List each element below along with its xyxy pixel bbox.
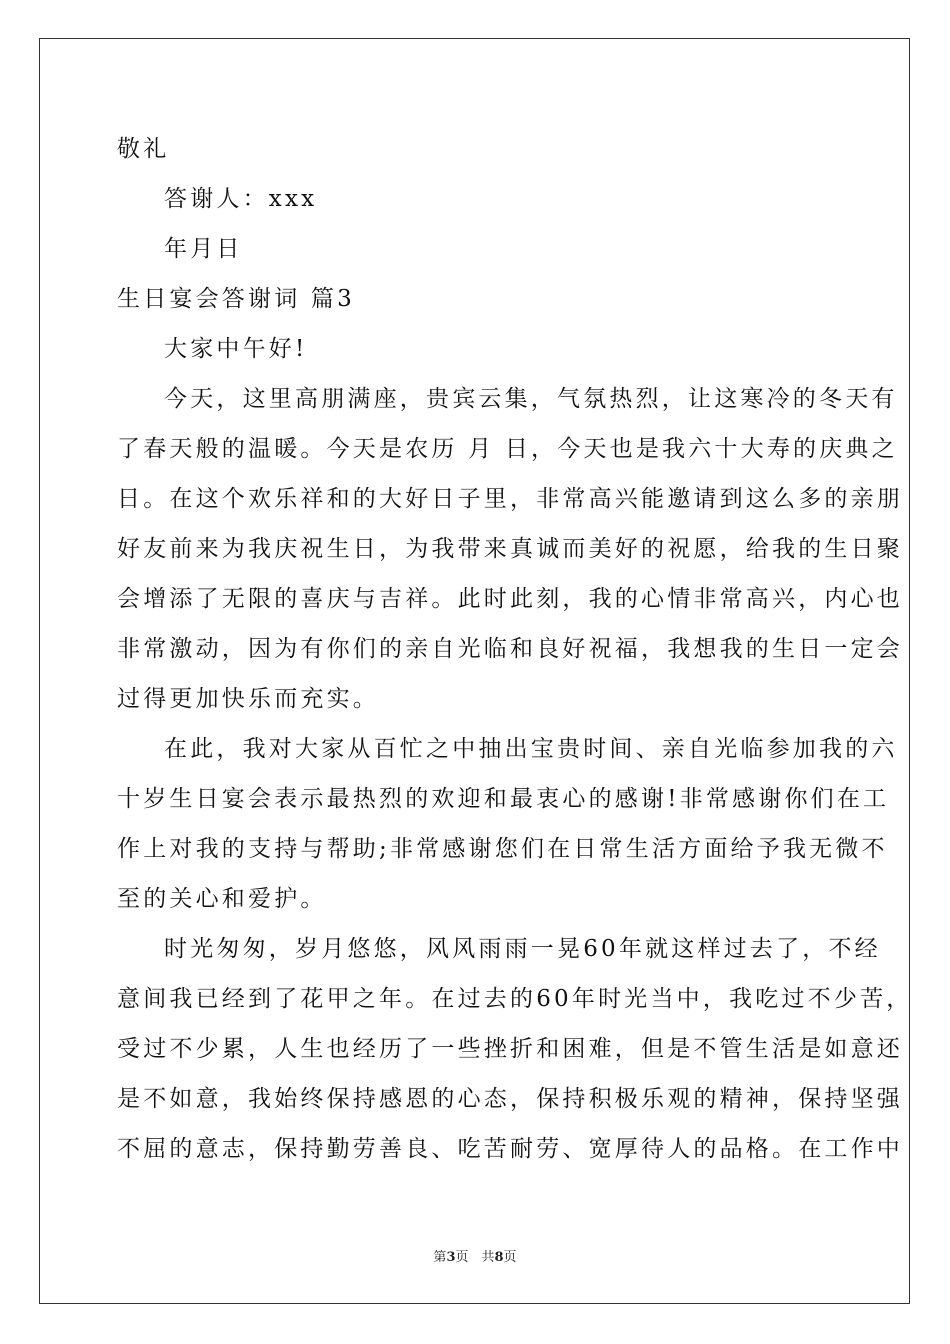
paragraph-line: 过得更加快乐而充实。 <box>117 686 379 712</box>
page-mid: 页 共 <box>455 1250 495 1265</box>
paragraph-line: 受过不少累，人生也经历了一些挫折和困难，但是不管生活是如意还 <box>117 1036 903 1062</box>
paragraph-line: 意间我已经到了花甲之年。在过去的60年时光当中，我吃过不少苦， <box>117 986 913 1012</box>
paragraph-line: 作上对我的支持与帮助;非常感谢您们在日常生活方面给予我无微不 <box>117 836 888 862</box>
section-title: 生日宴会答谢词 篇3 <box>117 286 355 312</box>
total-page-number: 8 <box>494 1250 504 1265</box>
closing-salute: 敬礼 <box>117 136 170 162</box>
paragraph-line: 十岁生日宴会表示最热烈的欢迎和最衷心的感谢!非常感谢你们在工 <box>117 786 890 812</box>
paragraph-line: 时光匆匆，岁月悠悠，风风雨雨一晃60年就这样过去了，不经 <box>164 936 881 962</box>
page-suffix: 页 <box>503 1250 517 1265</box>
paragraph-line: 日。在这个欢乐祥和的大好日子里，非常高兴能邀请到这么多的亲朋 <box>117 486 903 512</box>
greeting: 大家中午好! <box>164 336 308 362</box>
paragraph-line: 会增添了无限的喜庆与吉祥。此时此刻，我的心情非常高兴，内心也 <box>117 586 903 612</box>
paragraph-line: 了春天般的温暖。今天是农历 月 日，今天也是我六十大寿的庆典之 <box>117 436 898 462</box>
paragraph-line: 好友前来为我庆祝生日，为我带来真诚而美好的祝愿，给我的生日聚 <box>117 536 903 562</box>
paragraph-line: 至的关心和爱护。 <box>117 886 327 912</box>
paragraph-line: 是不如意，我始终保持感恩的心态，保持积极乐观的精神，保持坚强 <box>117 1086 903 1112</box>
paragraph-line: 今天，这里高朋满座，贵宾云集，气氛热烈，让这寒冷的冬天有 <box>164 386 898 412</box>
page-footer <box>0 1246 950 1265</box>
page-prefix: 第 <box>433 1250 447 1265</box>
closing-thanker: 答谢人：xxx <box>164 186 318 212</box>
paragraph-line: 在此，我对大家从百忙之中抽出宝贵时间、亲自光临参加我的六 <box>164 736 898 762</box>
closing-date: 年月日 <box>164 236 243 262</box>
current-page-number: 3 <box>446 1250 456 1265</box>
paragraph-line: 非常激动，因为有你们的亲自光临和良好祝福，我想我的生日一定会 <box>117 636 903 662</box>
paragraph-line: 不屈的意志，保持勤劳善良、吃苦耐劳、宽厚待人的品格。在工作中 <box>117 1136 903 1162</box>
